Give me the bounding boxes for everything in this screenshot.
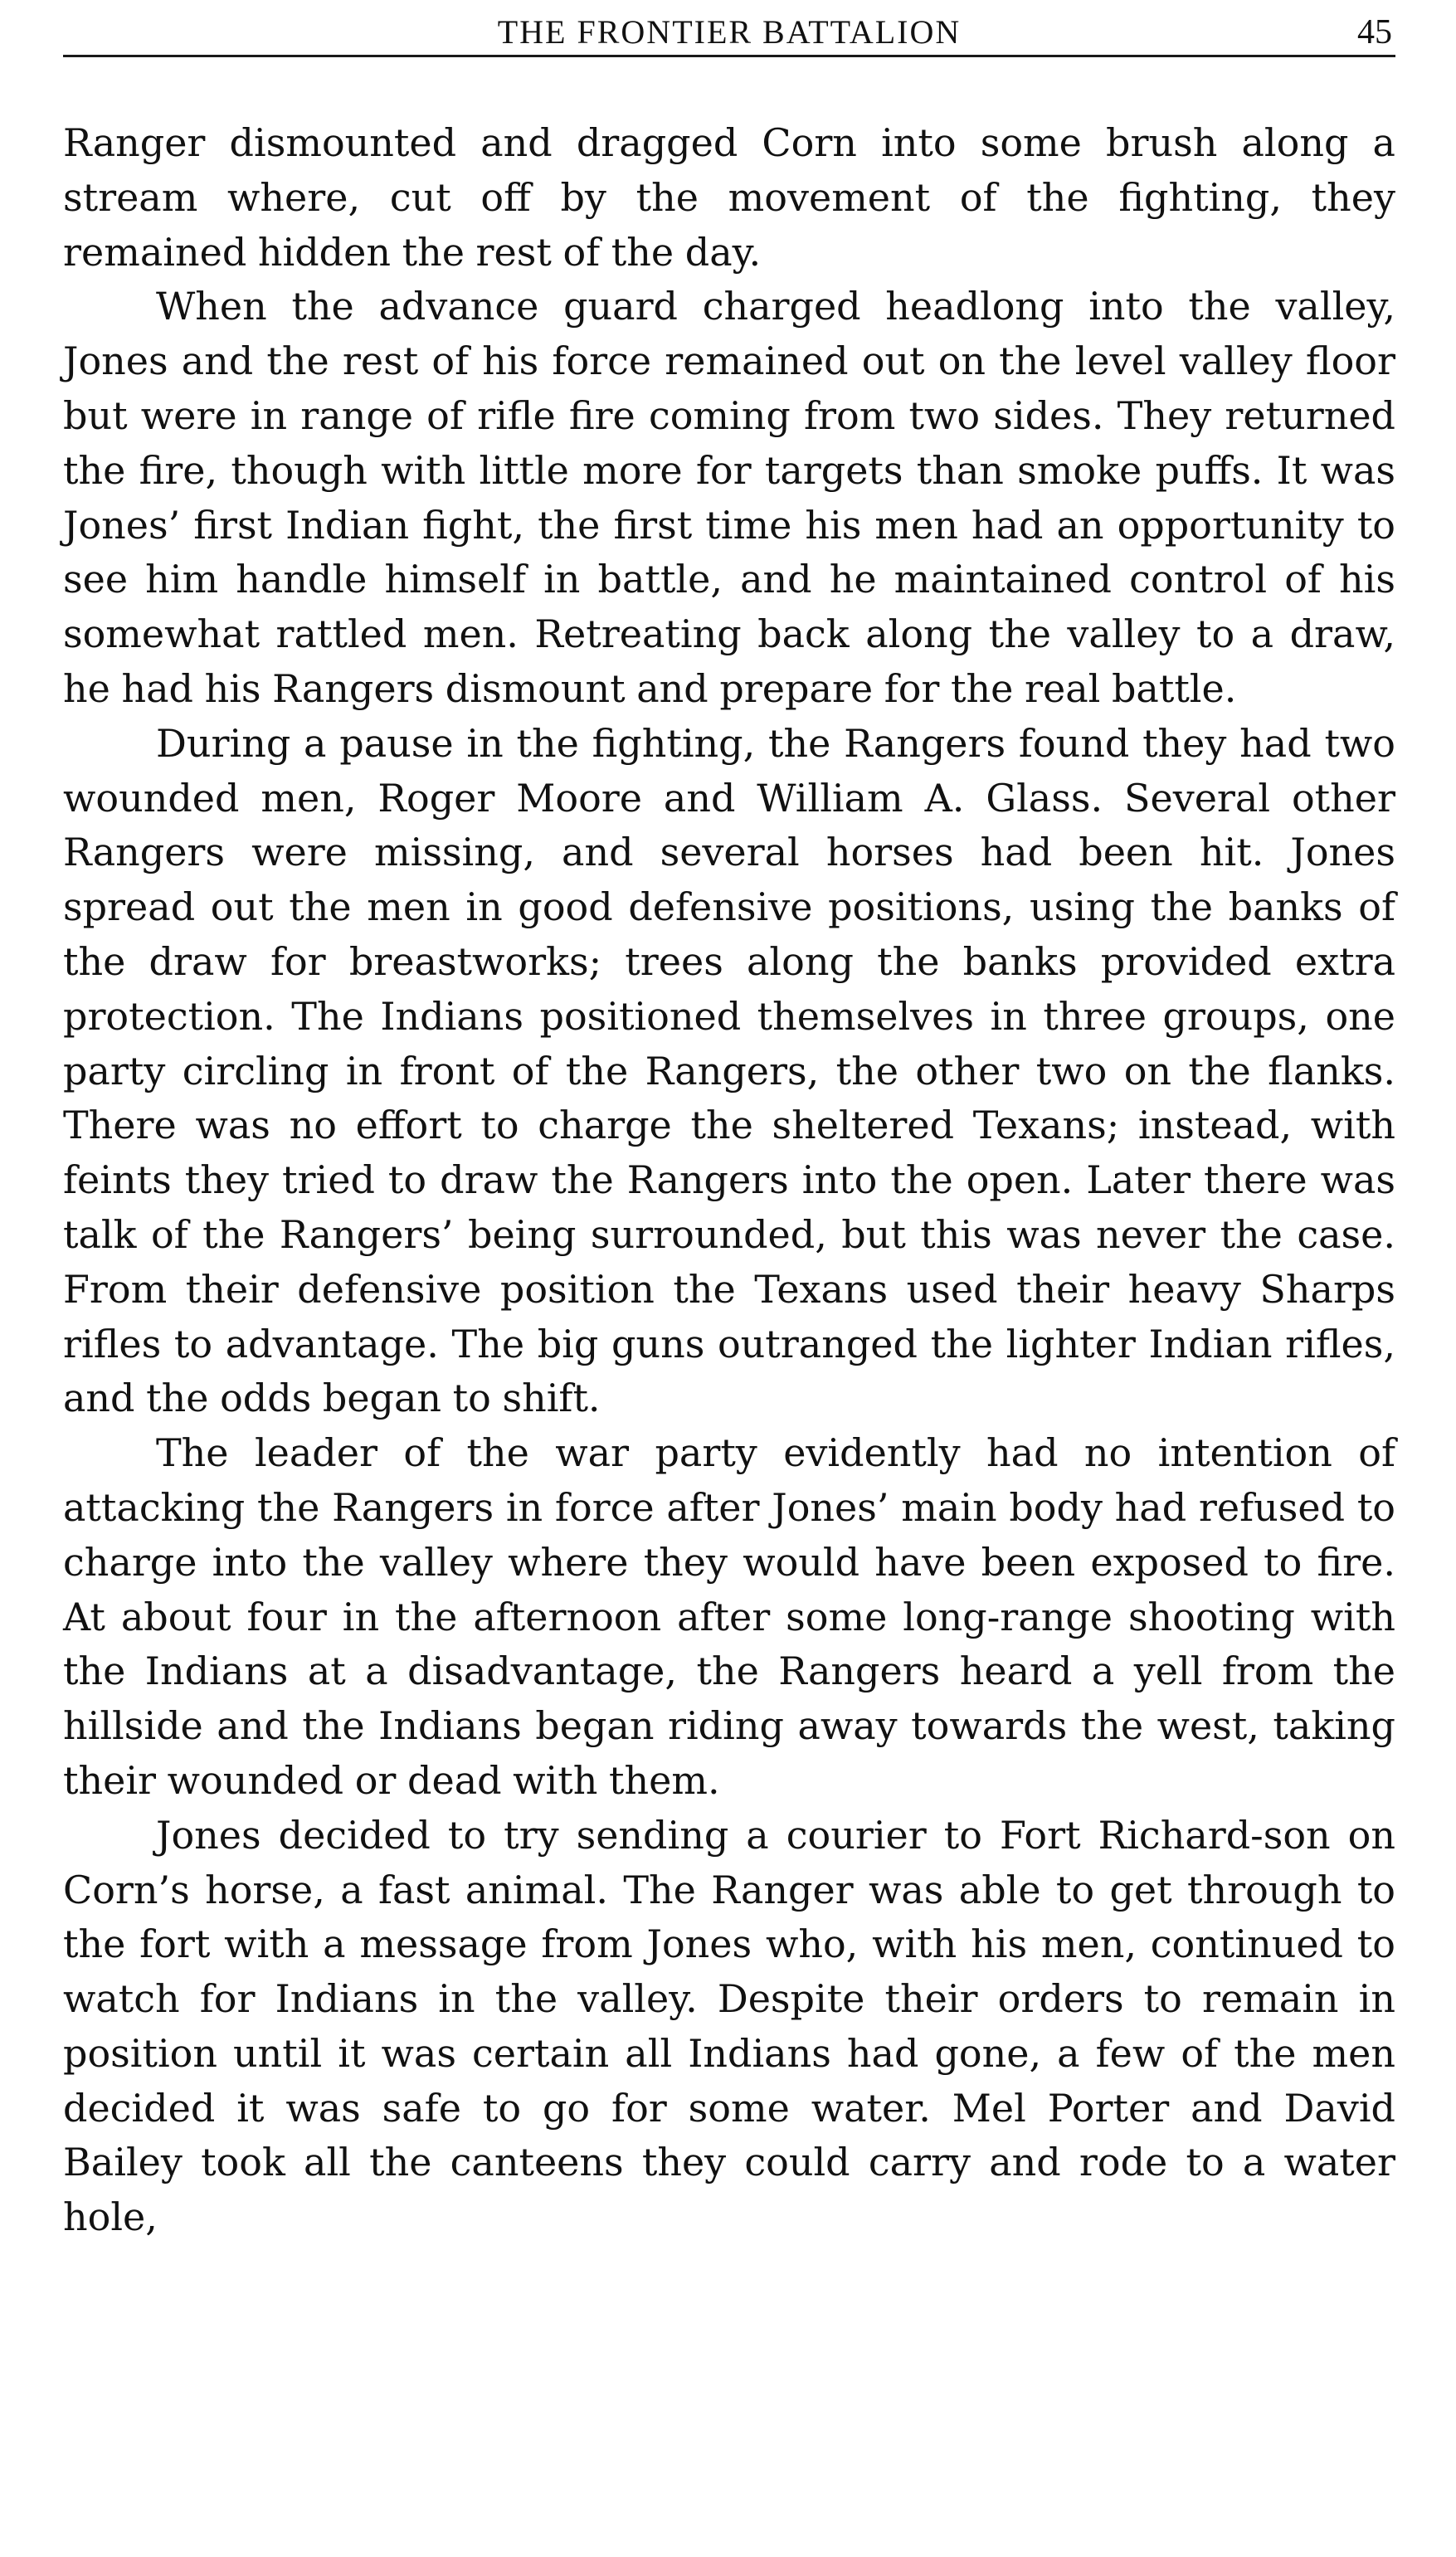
- paragraph-4: The leader of the war party evidently had no intention of attacking the Rangers in force after Jones’ main body had refused to charge into the valley where they would have been exposed to fire. At about four in the afternoon after some long-range shooting with the Indians at a disadvantage, the Rangers heard a yell from the hillside and the Indians began riding away towards the west, taking their wounded or dead with them.: [63, 1430, 1395, 1803]
- body-text: [63, 116, 1395, 2245]
- paragraph-2: When the advance guard charged headlong into the valley, Jones and the rest of his force remained out on the level valley floor but were in range of rifle fire coming from two sides. They returned the fire, though with little more for targets than smoke puffs. It was Jones’ first Indian fight, the first time his men had an opportunity to see him handle himself in battle, and he maintained control of his somewhat rattled men. Retreating back along the valley to a draw, he had his Rangers dismount and prepare for the real battle.: [63, 284, 1395, 711]
- paragraph-3: During a pause in the fighting, the Rangers found they had two wounded men, Roger Moore and William A. Glass. Several other Rangers were missing, and several horses had been hit. Jones spread out the men in good defensive positions, using the banks of the draw for breastworks; trees along the banks provided extra protection. The Indians positioned themselves in three groups, one party circling in front of the Rangers, the other two on the flanks. There was no effort to charge the sheltered Texans; instead, with feints they tried to draw the Rangers into the open. Later there was talk of the Rangers’ being surrounded, but this was never the case. From their defensive position the Texans used their heavy Sharps rifles to advantage. The big guns outranged the lighter Indian rifles, and the odds began to shift.: [63, 720, 1395, 1421]
- page-number: 45: [1357, 13, 1392, 51]
- paragraph-1: Ranger dismounted and dragged Corn into some brush along a stream where, cut off by the movement of the fighting, they remained hidden the rest of the day.: [63, 120, 1395, 275]
- paragraph-5: Jones decided to try sending a courier to Fort Richard-son on Corn’s horse, a fast animal. The Ranger was able to get through to the fort with a message from Jones who, with his men, continued to watch for Indians in the valley. Despite their orders to remain in position until it was certain all Indians had gone, a few of the men decided it was safe to go for some water. Mel Porter and David Bailey took all the canteens they could carry and rode to a water hole,: [63, 1812, 1395, 2240]
- running-title: THE FRONTIER BATTALION: [497, 13, 962, 51]
- running-header: [63, 12, 1395, 57]
